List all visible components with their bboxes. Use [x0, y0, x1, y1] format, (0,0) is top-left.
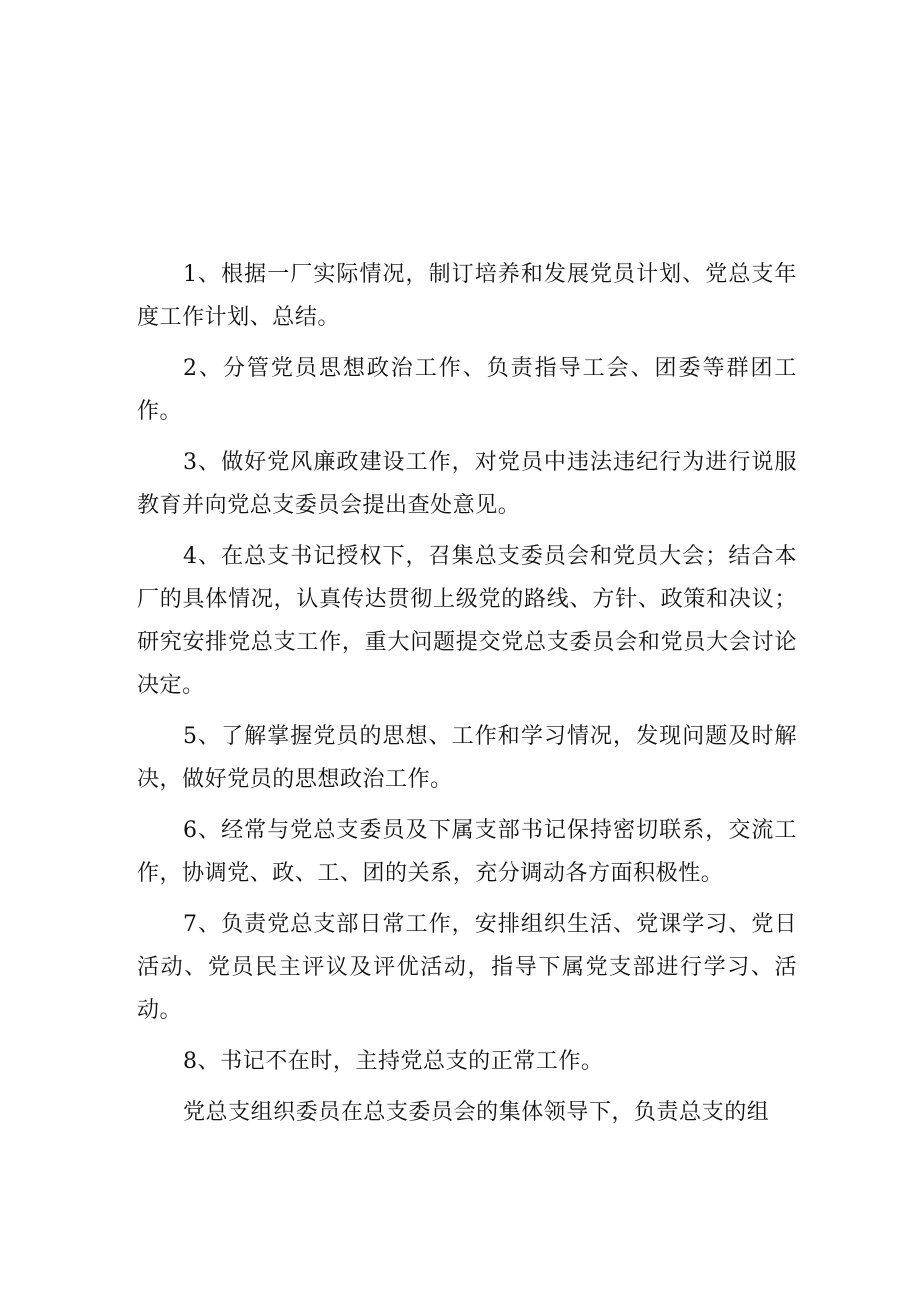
paragraph-8: 8、书记不在时，主持党总支的正常工作。 [183, 1049, 604, 1074]
paragraph-2: 2、分管党员思想政治工作、负责指导工会、团委等群团工作。 [137, 356, 797, 424]
paragraph-7: 7、负责党总支部日常工作，安排组织生活、党课学习、党日活动、党员民主评议及评优活动，指导下属党支部进行学习、活动。 [137, 912, 797, 1023]
paragraph-3: 3、做好党风廉政建设工作，对党员中违法违纪行为进行说服教育并向党总支委员会提出查处意见。 [137, 450, 797, 518]
paragraph-6: 6、经常与党总支委员及下属支部书记保持密切联系，交流工作，协调党、政、工、团的关系，充分调动各方面积极性。 [137, 818, 797, 886]
paragraph-9: 党总支组织委员在总支委员会的集体领导下，负责总支的组 [183, 1100, 770, 1125]
paragraph-1: 1、根据一厂实际情况，制订培养和发展党员计划、党总支年度工作计划、总结。 [137, 262, 797, 330]
paragraph-4: 4、在总支书记授权下，召集总支委员会和党员大会；结合本厂的具体情况，认真传达贯彻上级党的路线、方针、政策和决议；研究安排党总支工作，重大问题提交党总支委员会和党员大会讨论决定。 [137, 544, 797, 698]
document-body [137, 253, 797, 1142]
paragraph-5: 5、了解掌握党员的思想、工作和学习情况，发现问题及时解决，做好党员的思想政治工作。 [137, 724, 797, 792]
